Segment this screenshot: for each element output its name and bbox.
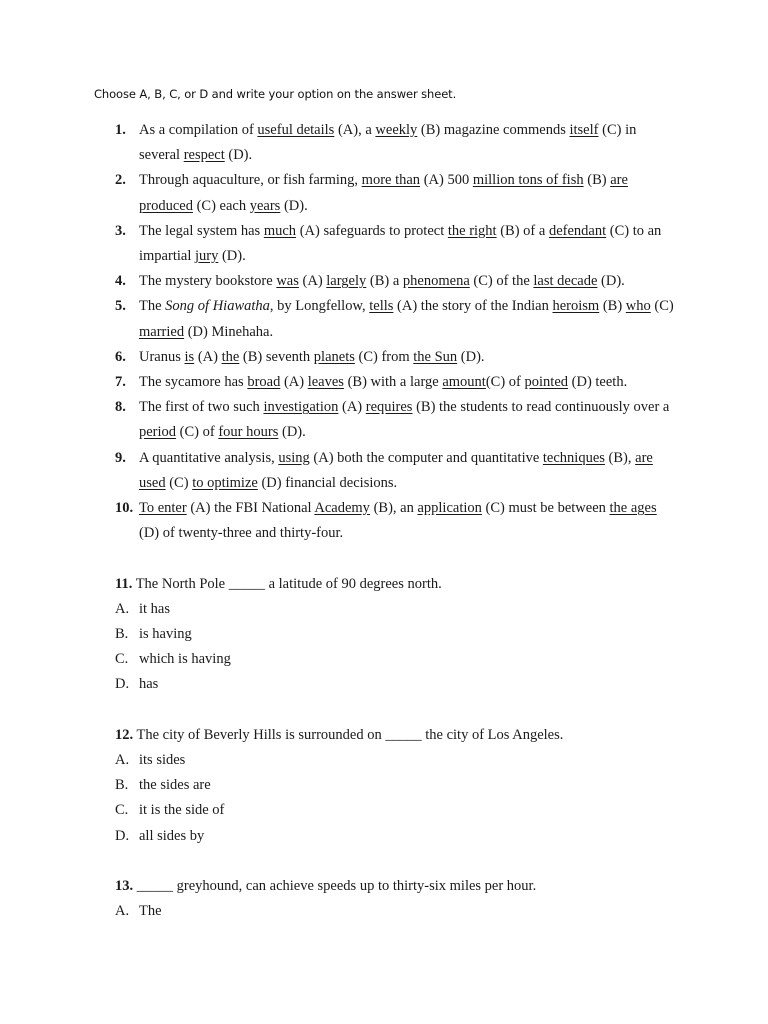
item-text <box>139 294 675 344</box>
error-item <box>115 219 675 269</box>
answer-option <box>115 597 675 622</box>
text-segment: (D) teeth. <box>568 374 628 391</box>
option-letter: D. <box>115 827 130 844</box>
text-segment: (B) <box>583 172 611 189</box>
item-number: 8. <box>115 399 126 416</box>
text-segment: The <box>139 298 166 315</box>
underlined-part: heroism <box>552 298 600 315</box>
spacer <box>115 849 675 874</box>
underlined-part: are produced <box>139 172 628 214</box>
item-text <box>139 345 675 370</box>
option-letter: D. <box>115 676 130 693</box>
text-segment: Through aquaculture, or fish farming, <box>139 172 362 189</box>
option-text: it is the side of <box>139 802 225 819</box>
underlined-part: the right <box>447 222 497 239</box>
item-number: 7. <box>115 374 126 391</box>
question-stem <box>115 874 675 899</box>
text-segment: (D). <box>224 147 253 164</box>
text-segment: (B) the students to read continuously over a <box>412 399 670 416</box>
item-number: 5. <box>115 298 126 315</box>
item-text <box>139 370 675 395</box>
underlined-part: the ages <box>609 500 657 517</box>
underlined-part: itself <box>569 122 599 138</box>
underlined-part: tells <box>369 298 394 315</box>
question-text: The city of Beverly Hills is surrounded on _____ the city of Los Angeles. <box>133 726 564 743</box>
question-number: 13. <box>115 878 134 895</box>
underlined-part: largely <box>326 273 367 290</box>
item-number: 2. <box>115 172 126 189</box>
text-segment: (A) the story of the Indian <box>393 298 553 315</box>
text-segment: (A) 500 <box>420 172 473 189</box>
error-item <box>115 446 675 496</box>
text-segment: (C) each <box>192 197 250 214</box>
text-segment: (D). <box>597 273 625 290</box>
text-segment: (D). <box>280 197 308 214</box>
text-segment: (B) magazine commends <box>417 122 570 138</box>
underlined-part: weekly <box>375 122 418 138</box>
text-segment: (D) financial decisions. <box>257 474 398 491</box>
underlined-part: million tons of fish <box>472 172 584 189</box>
text-segment: (B) of a <box>496 222 549 239</box>
underlined-part: techniques <box>542 449 605 466</box>
underlined-part: defendant <box>548 222 607 239</box>
text-segment: (C) <box>650 298 674 315</box>
text-segment: (D). <box>278 424 306 441</box>
item-number: 10. <box>115 500 134 517</box>
item-text <box>139 496 675 546</box>
text-segment: (B) a <box>366 273 403 290</box>
question-number: 12. <box>115 726 134 743</box>
question-list <box>115 118 675 924</box>
text-segment: (B) seventh <box>239 348 314 365</box>
text-segment: (B), <box>604 449 636 466</box>
error-item <box>115 269 675 294</box>
spacer <box>115 698 675 723</box>
option-text: its sides <box>139 752 186 769</box>
text-segment: (B) <box>599 298 626 315</box>
text-segment: (C) must be between <box>481 500 610 517</box>
option-letter: A. <box>115 600 130 617</box>
underlined-part: last decade <box>533 273 598 290</box>
answer-option <box>115 672 675 697</box>
underlined-part: who <box>625 298 651 315</box>
text-segment: (C) of the <box>469 273 534 290</box>
option-text: The <box>139 903 162 920</box>
option-letter: A. <box>115 752 130 769</box>
question-stem <box>115 572 675 597</box>
underlined-part: respect <box>183 147 225 164</box>
underlined-part: jury <box>194 248 219 265</box>
underlined-part: four hours <box>218 424 279 441</box>
text-segment: , by Longfellow, <box>269 298 370 315</box>
text-segment: (D) Minehaha. <box>184 323 274 340</box>
underlined-part: broad <box>247 374 281 391</box>
text-segment: The sycamore has <box>139 374 248 391</box>
error-item <box>115 345 675 370</box>
spacer <box>115 546 675 571</box>
underlined-part: requires <box>365 399 413 416</box>
underlined-part: the Sun <box>413 348 458 365</box>
item-text <box>139 219 675 269</box>
text-segment: As a compilation of <box>139 122 258 138</box>
option-letter: B. <box>115 777 129 794</box>
item-text <box>139 395 675 445</box>
text-segment: (A) <box>280 374 308 391</box>
underlined-part: pointed <box>524 374 569 391</box>
item-text <box>139 269 675 294</box>
text-segment: (B), an <box>369 500 418 517</box>
instruction-text: Choose A, B, C, or D and write your option on the answer sheet. <box>94 87 457 101</box>
question-text: The North Pole _____ a latitude of 90 degrees north. <box>132 575 442 592</box>
underlined-part: application <box>417 500 482 517</box>
text-segment: A quantitative analysis, <box>139 449 279 466</box>
text-segment: (B) with a large <box>343 374 443 391</box>
answer-option <box>115 773 675 798</box>
text-segment: (A), a <box>334 122 376 138</box>
text-segment: (C) of <box>176 424 219 441</box>
error-item <box>115 496 675 546</box>
underlined-part: useful details <box>257 122 335 138</box>
text-segment: The first of two such <box>139 399 264 416</box>
text-segment: (A) the FBI National <box>186 500 315 517</box>
error-item <box>115 370 675 395</box>
underlined-part: To enter <box>139 500 187 517</box>
option-letter: C. <box>115 651 129 668</box>
item-number: 4. <box>115 273 126 290</box>
error-item <box>115 395 675 445</box>
underlined-part: Academy <box>314 500 370 517</box>
text-segment: (A) safeguards to protect <box>296 222 448 239</box>
text-segment: The legal system has <box>139 222 264 239</box>
text-segment: (C) of <box>485 374 525 391</box>
item-text <box>139 118 675 168</box>
text-segment: (A) both the computer and quantitative <box>309 449 543 466</box>
question-stem <box>115 723 675 748</box>
option-text: all sides by <box>139 827 205 844</box>
underlined-part: married <box>139 323 185 340</box>
underlined-part: leaves <box>307 374 344 391</box>
item-number: 9. <box>115 449 126 466</box>
underlined-part: the <box>221 348 240 365</box>
option-text: is having <box>139 626 192 643</box>
text-segment: (A) <box>194 348 222 365</box>
italic-title: Song of Hiawatha <box>165 298 270 315</box>
text-segment: (C) in several <box>139 122 637 164</box>
answer-option <box>115 647 675 672</box>
item-number: 1. <box>115 122 126 138</box>
item-number: 6. <box>115 348 126 365</box>
item-text <box>139 168 675 218</box>
underlined-part: using <box>278 449 310 466</box>
text-segment: (D). <box>218 248 246 265</box>
underlined-part: period <box>139 424 177 441</box>
underlined-part: are used <box>139 449 653 491</box>
answer-option <box>115 824 675 849</box>
option-letter: B. <box>115 626 129 643</box>
text-segment: (C) from <box>354 348 414 365</box>
text-segment: The mystery bookstore <box>139 273 277 290</box>
underlined-part: more than <box>361 172 421 189</box>
text-segment: Uranus <box>139 348 185 365</box>
text-segment: (A) <box>298 273 327 290</box>
error-item <box>115 118 675 168</box>
underlined-part: was <box>276 273 299 290</box>
underlined-part: planets <box>313 348 355 365</box>
underlined-part: amount <box>442 374 486 391</box>
option-letter: A. <box>115 903 130 920</box>
error-item <box>115 294 675 344</box>
underlined-part: is <box>184 348 195 365</box>
answer-option <box>115 798 675 823</box>
option-text: which is having <box>139 651 231 668</box>
text-segment: (C) <box>165 474 193 491</box>
text-segment: (D). <box>457 348 485 365</box>
answer-option <box>115 622 675 647</box>
question-number: 11. <box>115 575 133 592</box>
option-text: it has <box>139 600 171 617</box>
text-segment: (C) to an impartial <box>139 222 662 265</box>
answer-option <box>115 748 675 773</box>
option-text: the sides are <box>139 777 211 794</box>
underlined-part: much <box>263 222 297 239</box>
underlined-part: phenomena <box>402 273 470 290</box>
question-text: _____ greyhound, can achieve speeds up to thirty-six miles per hour. <box>133 878 537 895</box>
underlined-part: years <box>249 197 281 214</box>
text-segment: (A) <box>338 399 366 416</box>
error-item <box>115 168 675 218</box>
option-text: has <box>139 676 159 693</box>
text-segment: (D) of twenty-three and thirty-four. <box>139 525 344 542</box>
underlined-part: to optimize <box>192 474 258 491</box>
item-text <box>139 446 675 496</box>
option-letter: C. <box>115 802 129 819</box>
underlined-part: investigation <box>263 399 339 416</box>
answer-option <box>115 899 675 924</box>
item-number: 3. <box>115 222 126 239</box>
